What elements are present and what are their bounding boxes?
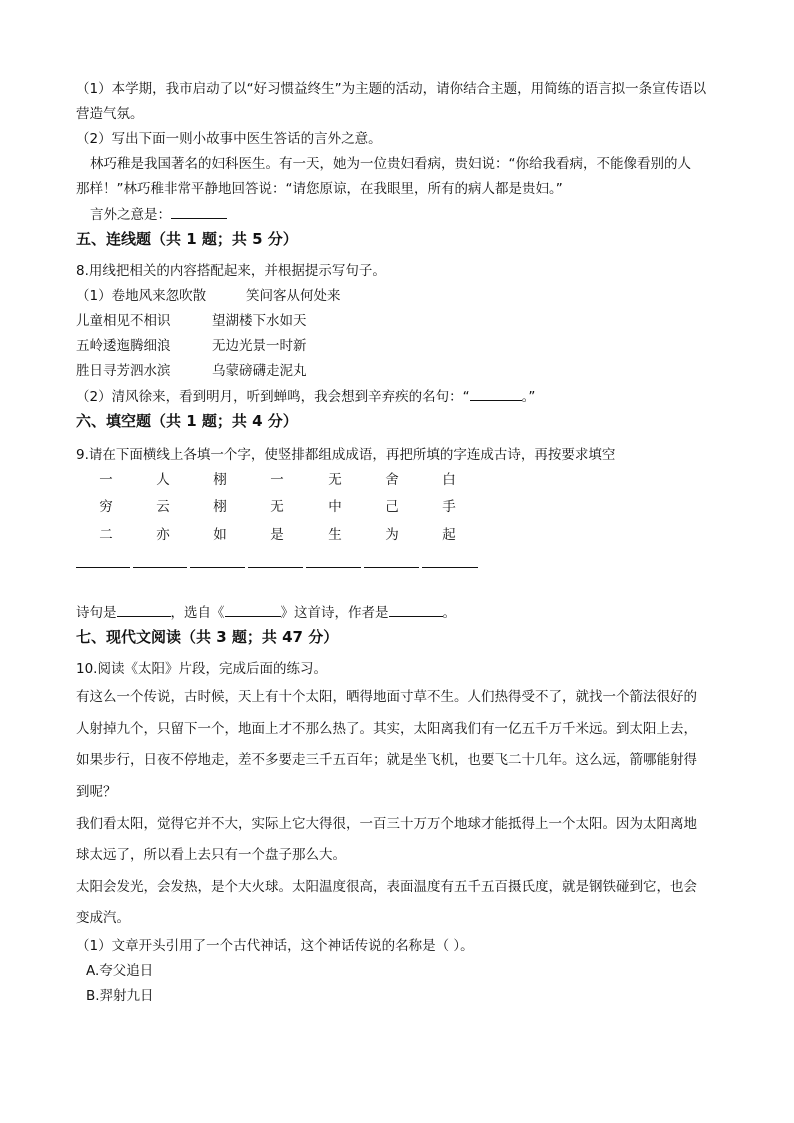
q8-item2-end: 。” — [521, 389, 536, 405]
grid-cell: 亦 — [156, 527, 170, 543]
grid-cell: 是 — [270, 527, 284, 543]
section7-title: 七、现代文阅读（共 3 题；共 47 分） — [76, 628, 339, 646]
match-right-2: 无边光景一时新 — [212, 338, 307, 354]
para3-line1: 太阳会发光，会发热，是个大火球。太阳温度很高，表面温度有五千五百摄氏度，就是钢铁碰到它，也会 — [76, 879, 697, 895]
grid-answer-blank-4[interactable] — [248, 567, 303, 568]
q8-item2 — [76, 387, 535, 406]
poem-answer-line — [76, 603, 456, 622]
answer-line — [90, 205, 227, 224]
grid-cell: 起 — [442, 527, 456, 543]
para1-line1: 有这么一个传说，古时候，天上有十个太阳，晒得地面寸草不生。人们热得受不了，就找一个箭法很好的 — [76, 689, 697, 705]
q8-item2-blank[interactable] — [470, 387, 522, 401]
poem-blank[interactable] — [117, 603, 171, 617]
sub-question-1: （1）文章开头引用了一个古代神话，这个神话传说的名称是（ ）。 — [76, 938, 474, 954]
match-left-2: 五岭逶迤腾细浪 — [76, 338, 171, 354]
grid-cell: 中 — [328, 499, 342, 515]
para1-line3: 如果步行，日夜不停地走，差不多要走三千五百年；就是坐飞机，也要飞二十几年。这么远，箭哪能射得 — [76, 752, 697, 768]
q8-prompt: 8.用线把相关的内容搭配起来，并根据提示写句子。 — [76, 263, 386, 279]
match-left-1: 儿童相见不相识 — [76, 313, 171, 329]
grid-cell: 己 — [385, 499, 399, 515]
source-label: ，选自《 — [170, 605, 225, 621]
grid-cell: 生 — [328, 527, 342, 543]
q10-prompt: 10.阅读《太阳》片段，完成后面的练习。 — [76, 661, 327, 677]
grid-cell: 手 — [442, 499, 456, 515]
grid-answer-blank-2[interactable] — [133, 567, 187, 568]
grid-cell: 人 — [156, 472, 170, 488]
match-item1-right: 笑问客从何处来 — [246, 288, 341, 304]
q7-part2: （2）写出下面一则小故事中医生答话的言外之意。 — [76, 131, 382, 147]
grid-cell: 栩 — [213, 499, 227, 515]
grid-cell: 无 — [270, 499, 284, 515]
option-b[interactable]: B.羿射九日 — [86, 988, 154, 1004]
answer-label: 言外之意是： — [90, 207, 171, 223]
grid-cell: 为 — [385, 527, 399, 543]
poem-end: 。 — [442, 605, 456, 621]
match-item1-left: （1）卷地风来忽吹散 — [76, 288, 207, 304]
grid-answer-blank-3[interactable] — [190, 567, 245, 568]
source-blank[interactable] — [225, 603, 281, 617]
grid-cell: 如 — [213, 527, 227, 543]
para2-line1: 我们看太阳，觉得它并不大，实际上它大得很，一百三十万万个地球才能抵得上一个太阳。因为太阳离地 — [76, 816, 697, 832]
match-left-3: 胜日寻芳泗水滨 — [76, 363, 171, 379]
grid-answer-blank-7[interactable] — [422, 567, 478, 568]
grid-cell: 栩 — [213, 472, 227, 488]
grid-cell: 一 — [270, 472, 284, 488]
grid-cell: 白 — [442, 472, 456, 488]
grid-answer-blank-6[interactable] — [364, 567, 419, 568]
q9-prompt: 9.请在下面横线上各填一个字，使竖排都组成成语，再把所填的字连成古诗，再按要求填空 — [76, 447, 616, 463]
grid-cell: 舍 — [385, 472, 399, 488]
grid-answer-blank-5[interactable] — [306, 567, 361, 568]
grid-cell: 无 — [328, 472, 342, 488]
author-blank[interactable] — [389, 603, 443, 617]
q7-part1-line1: （1）本学期，我市启动了以“好习惯益终生”为主题的活动，请你结合主题，用简练的语言拟一条宣传语以 — [76, 81, 707, 97]
para3-line2: 变成汽。 — [76, 910, 130, 926]
q8-item2-text: （2）清风徐来，看到明月，听到蝉鸣，我会想到辛弃疾的名句：“ — [76, 389, 470, 405]
grid-cell: 一 — [99, 472, 113, 488]
story-line2: 那样！”林巧稚非常平静地回答说：“请您原谅，在我眼里，所有的病人都是贵妇。” — [76, 181, 563, 197]
para1-line4: 到呢？ — [76, 784, 117, 800]
section6-title: 六、填空题（共 1 题；共 4 分） — [76, 412, 298, 430]
para1-line2: 人射掉九个，只留下一个，地面上才不那么热了。其实，太阳离我们有一亿五千万千米远。到太阳上去， — [76, 721, 697, 737]
para2-line2: 球太远了，所以看上去只有一个盘子那么大。 — [76, 847, 346, 863]
option-a[interactable]: A.夸父追日 — [86, 963, 154, 979]
match-right-3: 乌蒙磅礴走泥丸 — [212, 363, 307, 379]
match-right-1: 望湖楼下水如天 — [212, 313, 307, 329]
grid-cell: 云 — [156, 499, 170, 515]
grid-cell: 穷 — [99, 499, 113, 515]
author-label: 》这首诗，作者是 — [280, 605, 389, 621]
grid-cell: 二 — [99, 527, 113, 543]
answer-blank[interactable] — [171, 205, 227, 219]
section5-title: 五、连线题（共 1 题；共 5 分） — [76, 230, 298, 248]
story-line1: 林巧稚是我国著名的妇科医生。有一天，她为一位贵妇看病，贵妇说：“你给我看病，不能像看别的人 — [90, 156, 691, 172]
q7-part1-line2: 营造气氛。 — [76, 106, 144, 122]
poem-label: 诗句是 — [76, 605, 117, 621]
grid-answer-blank-1[interactable] — [76, 567, 130, 568]
